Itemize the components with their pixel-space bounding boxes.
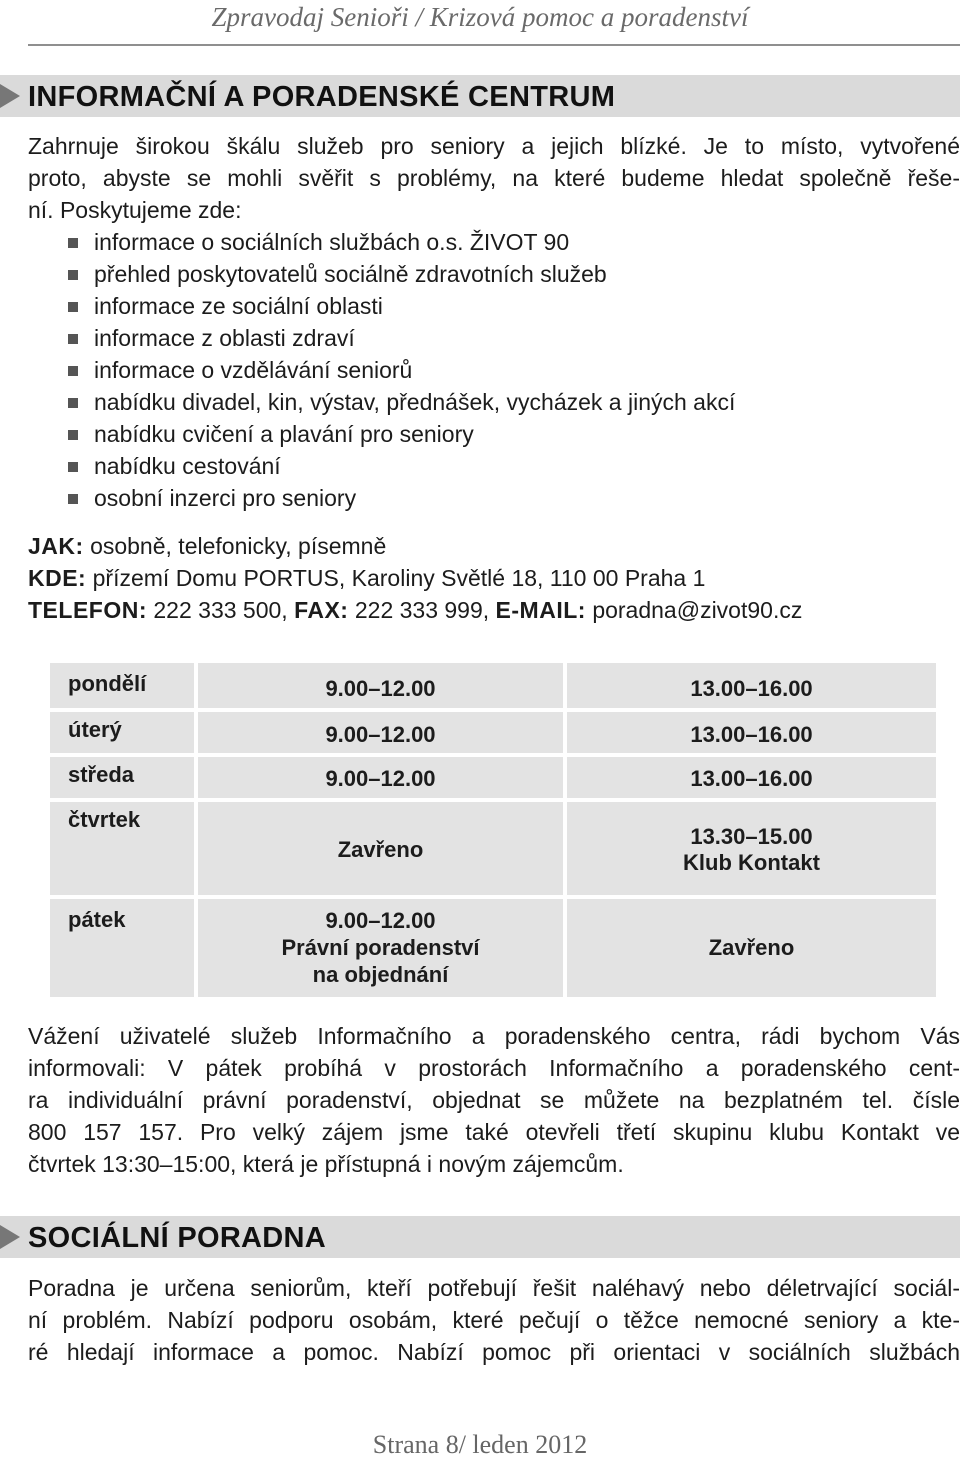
afternoon-hours: 13.00–16.00 (690, 676, 813, 701)
day-label: pondělí (68, 671, 147, 696)
paragraph-line: informovali: V pátek probíhá v prostorách Informačního a poradenského cent- (28, 1055, 960, 1081)
morning-note: na objednání (312, 962, 449, 987)
morning-hours: 9.00–12.00 (325, 766, 436, 791)
paragraph-line: proto, abyste se mohli svěřit s problémy, na které budeme hledat společně řeše- (28, 165, 960, 191)
square-bullet-icon (68, 270, 78, 280)
label-email: E-MAIL: (495, 597, 586, 623)
paragraph-line: ní problém. Nabízí podporu osobám, které pečují o těžce nemocné seniory a kte- (28, 1307, 960, 1333)
section-title: SOCIÁLNÍ PORADNA (28, 1222, 327, 1254)
contact-how (28, 530, 386, 562)
running-header-title: Zpravodaj Senioři / Krizová pomoc a poradenství (211, 2, 749, 32)
day-label: úterý (68, 717, 122, 742)
value-fax: 222 333 999, (354, 597, 490, 623)
square-bullet-icon (68, 430, 78, 440)
list-item: informace o sociálních službách o.s. ŽIVOT 90 (68, 226, 735, 258)
paragraph-line: Vážení uživatelé služeb Informačního a poradenského centra, rádi bychom Vás (28, 1023, 960, 1049)
triangle-marker-icon (0, 1225, 20, 1249)
square-bullet-icon (68, 366, 78, 376)
paragraph-line: Zahrnuje širokou škálu služeb pro seniory a jejich blízké. Je to místo, vytvořené (28, 133, 960, 159)
table-row (50, 663, 194, 708)
afternoon-hours: 13.00–16.00 (690, 722, 813, 747)
list-item: informace ze sociální oblasti (68, 290, 735, 322)
label-fax: FAX: (294, 597, 349, 623)
paragraph-line: ní. Poskytujeme zde: (28, 197, 242, 223)
afternoon-hours: 13.30–15.00 (690, 824, 813, 849)
square-bullet-icon (68, 398, 78, 408)
label-phone: TELEFON: (28, 597, 147, 623)
label-how: JAK: (28, 533, 84, 559)
table-row (50, 757, 194, 798)
section-heading-bar (0, 1216, 960, 1258)
morning-hours: 9.00–12.00 (325, 722, 436, 747)
paragraph-line: Poradna je určena seniorům, kteří potřebují řešit naléhavý nebo déletrvající sociál- (28, 1275, 960, 1301)
morning-hours: Zavřeno (337, 837, 424, 862)
section-heading-bar (0, 75, 960, 117)
day-label: středa (68, 762, 135, 787)
section-title: INFORMAČNÍ A PORADENSKÉ CENTRUM (28, 81, 616, 113)
list-item: přehled poskytovatelů sociálně zdravotních služeb (68, 258, 735, 290)
morning-hours: 9.00–12.00 (325, 908, 436, 933)
table-row (50, 802, 194, 895)
morning-hours: 9.00–12.00 (325, 676, 436, 701)
value-where: přízemí Domu PORTUS, Karoliny Světlé 18, 110 00 Praha 1 (92, 565, 706, 591)
square-bullet-icon (68, 302, 78, 312)
paragraph-line: čtvrtek 13:30–15:00, která je přístupná i novým zájemcům. (28, 1151, 624, 1177)
table-row (50, 899, 194, 997)
services-list (68, 226, 735, 514)
email-link[interactable]: poradna@zivot90.cz (592, 597, 803, 623)
square-bullet-icon (68, 334, 78, 344)
list-item: nabídku divadel, kin, výstav, přednášek, vycházek a jiných akcí (68, 386, 735, 418)
list-item: nabídku cvičení a plavání pro seniory (68, 418, 735, 450)
day-label: čtvrtek (68, 807, 141, 832)
square-bullet-icon (68, 462, 78, 472)
intro-paragraph (28, 130, 960, 226)
header-rule (28, 44, 960, 46)
value-how: osobně, telefonicky, písemně (90, 533, 387, 559)
notice-paragraph (28, 1020, 960, 1180)
day-label: pátek (68, 907, 126, 932)
list-item: osobní inzerci pro seniory (68, 482, 735, 514)
paragraph-line: ra individuální právní poradenství, objednat se můžete na bezplatném tel. čísle (28, 1087, 960, 1113)
table-row (50, 712, 194, 753)
value-phone: 222 333 500, (153, 597, 288, 623)
triangle-marker-icon (0, 84, 20, 108)
afternoon-note: Klub Kontakt (683, 850, 820, 875)
contact-phone (28, 594, 802, 626)
square-bullet-icon (68, 238, 78, 248)
social-advice-paragraph (28, 1272, 960, 1368)
afternoon-hours: 13.00–16.00 (690, 766, 813, 791)
morning-note: Právní poradenství (281, 935, 480, 960)
paragraph-line: ré hledají informace a pomoc. Nabízí pomoc při orientaci v sociálních službách (28, 1339, 960, 1365)
list-item: informace z oblasti zdraví (68, 322, 735, 354)
opening-hours-table (50, 663, 936, 997)
paragraph-line: 800 157 157. Pro velký zájem jsme také otevřeli třetí skupinu klubu Kontakt ve (28, 1119, 960, 1145)
contact-where (28, 562, 705, 594)
afternoon-hours: Zavřeno (708, 935, 795, 960)
square-bullet-icon (68, 494, 78, 504)
list-item: informace o vzdělávání seniorů (68, 354, 735, 386)
page-footer: Strana 8/ leden 2012 (372, 1430, 588, 1459)
list-item: nabídku cestování (68, 450, 735, 482)
label-where: KDE: (28, 565, 87, 591)
